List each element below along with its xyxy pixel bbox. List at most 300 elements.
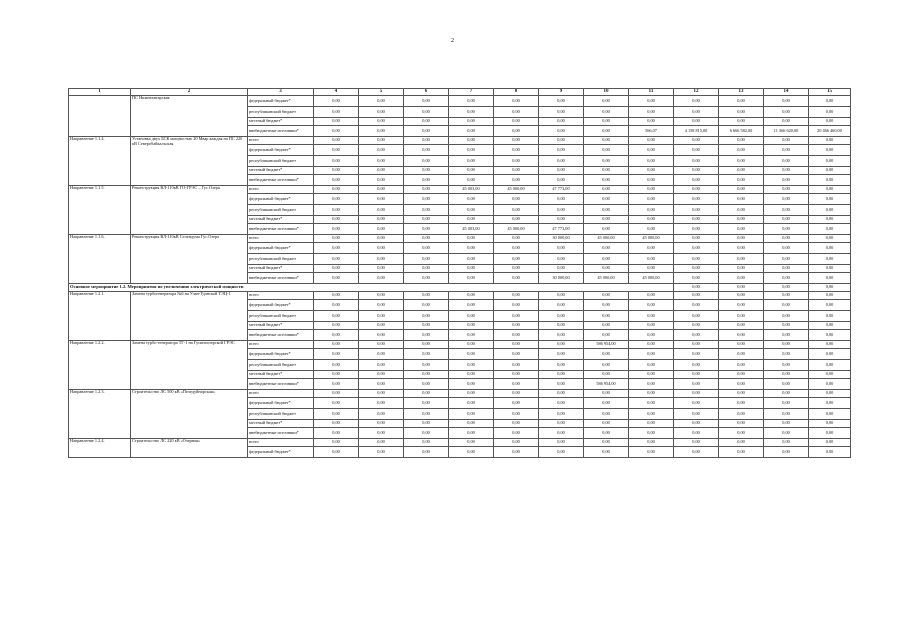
funding-source: местный бюджет* [248,167,314,175]
value-cell: 0,00 [719,360,764,371]
header-cell: 5 [359,89,404,96]
value-cell: 0,00 [449,398,494,409]
value-cell: 0,00 [494,137,539,145]
value-cell: 0,00 [764,360,809,371]
direction-code: Направление 1.1.4. [69,137,131,186]
value-cell: 0,00 [674,341,719,349]
funding-source: федеральный бюджет* [248,447,314,458]
value-cell: 0,00 [584,311,629,322]
value-cell: 0,00 [764,390,809,398]
funding-source: федеральный бюджет* [248,194,314,205]
value-cell: 0,00 [674,254,719,265]
value-cell: 0,00 [629,409,674,420]
value-cell: 45 000,00 [629,273,674,284]
value-cell: 0,00 [404,126,449,137]
value-cell: 0,00 [359,447,404,458]
value-cell: 0,00 [809,235,851,243]
value-cell: 0,00 [809,137,851,145]
value-cell: 0,00 [629,205,674,216]
value-cell: 0,00 [719,284,764,292]
value-cell: 0,00 [809,349,851,360]
value-cell: 0,00 [494,349,539,360]
value-cell: 45 000,00 [584,235,629,243]
value-cell: 0,00 [719,216,764,224]
value-cell: 0,00 [584,428,629,439]
value-cell: 0,00 [404,235,449,243]
value-cell: 0,00 [764,265,809,273]
direction-name: Замена турбогенератора №6 на Улан-Удэнской ТЭЦ-1 [131,292,248,341]
value-cell: 0,00 [494,341,539,349]
value-cell: 0,00 [584,145,629,156]
value-cell: 0,00 [719,224,764,235]
direction-name: ПС Нижнеангарская [131,96,248,137]
value-cell: 0,00 [404,349,449,360]
funding-source: республиканский бюджет [248,205,314,216]
funding-source: республиканский бюджет [248,107,314,118]
value-cell: 0,00 [674,235,719,243]
value-cell: 0,00 [314,107,359,118]
value-cell: 0,00 [314,300,359,311]
value-cell: 0,00 [314,243,359,254]
value-cell: 0,00 [404,428,449,439]
value-cell: 0,00 [584,322,629,330]
value-cell: 0,00 [449,265,494,273]
value-cell: 0,00 [359,371,404,379]
value-cell: 0,00 [494,439,539,447]
value-cell: 0,00 [629,390,674,398]
value-cell: 0,00 [809,284,851,292]
value-cell: 0,00 [629,167,674,175]
value-cell: 0,00 [764,137,809,145]
value-cell: 0,00 [494,118,539,126]
value-cell: 0,00 [674,349,719,360]
value-cell: 0,00 [404,216,449,224]
funding-source: федеральный бюджет* [248,145,314,156]
value-cell: 0,00 [359,96,404,107]
value-cell: 0,00 [314,447,359,458]
value-cell: 0,00 [314,235,359,243]
value-cell: 0,00 [584,167,629,175]
value-cell: 0,00 [809,371,851,379]
value-cell: 0,00 [809,439,851,447]
table-row [69,341,851,349]
value-cell: 0,00 [719,156,764,167]
value-cell: 0,00 [449,243,494,254]
value-cell: 0,00 [404,205,449,216]
value-cell: 586 954,00 [584,341,629,349]
value-cell: 0,00 [314,341,359,349]
value-cell: 45 003,00 [449,186,494,194]
value-cell: 0,00 [314,205,359,216]
value-cell: 0,00 [494,311,539,322]
value-cell: 0,00 [494,428,539,439]
value-cell: 0,00 [809,420,851,428]
value-cell: 0,00 [629,243,674,254]
value-cell: 0,00 [314,428,359,439]
header-cell: 3 [248,89,314,96]
funding-source: федеральный бюджет* [248,243,314,254]
header-cell: 9 [539,89,584,96]
direction-name: Замена турбо-генератора ТГ-1 на Гусиноозерской ГРЭС [131,341,248,390]
value-cell: 0,00 [674,398,719,409]
value-cell: 0,00 [359,360,404,371]
value-cell: 0,00 [539,409,584,420]
value-cell: 0,00 [539,349,584,360]
value-cell: 0,00 [404,254,449,265]
value-cell: 0,00 [314,349,359,360]
value-cell: 0,00 [719,330,764,341]
value-cell: 0,00 [449,360,494,371]
value-cell: 0,00 [359,194,404,205]
section-title: Основное мероприятие 1.2. Мероприятия по увеличению электрической мощности [69,284,674,292]
header-row [69,89,851,96]
direction-name: Строительство ЛС 500 кВ «Пеледуйнорская» [131,390,248,439]
value-cell: 0,00 [449,194,494,205]
value-cell: 0,00 [764,216,809,224]
value-cell: 0,00 [764,409,809,420]
table-row [69,390,851,398]
value-cell: 0,00 [494,205,539,216]
value-cell: 0,00 [764,322,809,330]
value-cell: 45 003,00 [449,224,494,235]
value-cell: 0,00 [359,107,404,118]
value-cell: 0,00 [764,107,809,118]
value-cell: 0,00 [629,145,674,156]
value-cell: 0,00 [629,216,674,224]
value-cell: 0,00 [494,420,539,428]
value-cell: 0,00 [764,243,809,254]
value-cell: 0,00 [449,341,494,349]
value-cell: 0,00 [314,175,359,186]
value-cell: 0,00 [449,126,494,137]
funding-source: всего [248,439,314,447]
value-cell: 0,00 [629,254,674,265]
value-cell: 0,00 [584,194,629,205]
value-cell: 0,00 [719,292,764,300]
value-cell: 0,00 [494,126,539,137]
direction-code [69,96,131,137]
value-cell: 0,00 [629,420,674,428]
value-cell: 47 773,00 [539,186,584,194]
value-cell: 0,00 [584,390,629,398]
value-cell: 0,00 [539,265,584,273]
value-cell: 0,00 [629,194,674,205]
value-cell: 0,00 [674,224,719,235]
value-cell: 0,00 [809,428,851,439]
value-cell: 0,00 [764,330,809,341]
value-cell: 0,00 [494,390,539,398]
header-cell: 6 [404,89,449,96]
funding-source: внебюджетные источники* [248,428,314,439]
value-cell: 0,00 [359,254,404,265]
value-cell: 0,00 [764,284,809,292]
value-cell: 0,00 [629,137,674,145]
value-cell: 0,00 [719,300,764,311]
value-cell: 0,00 [449,175,494,186]
value-cell: 0,00 [494,360,539,371]
value-cell: 0,00 [764,311,809,322]
value-cell: 0,00 [674,205,719,216]
value-cell: 0,00 [359,145,404,156]
value-cell: 0,00 [764,300,809,311]
value-cell: 0,00 [449,439,494,447]
value-cell: 0,00 [359,156,404,167]
value-cell: 0,00 [404,390,449,398]
value-cell: 0,00 [809,167,851,175]
value-cell: 0,00 [404,341,449,349]
value-cell: 0,00 [539,205,584,216]
funding-source: внебюджетные источники* [248,330,314,341]
value-cell: 0,00 [584,409,629,420]
direction-code: Направление 1.1.6. [69,235,131,284]
value-cell: 0,00 [719,322,764,330]
value-cell: 0,00 [629,379,674,390]
header-cell: 1 [69,89,131,96]
value-cell: 0,00 [404,194,449,205]
value-cell: 0,00 [359,167,404,175]
value-cell: 0,00 [764,145,809,156]
value-cell: 0,00 [809,330,851,341]
value-cell: 0,00 [494,145,539,156]
value-cell: 0,00 [494,398,539,409]
value-cell: 0,00 [404,447,449,458]
value-cell: 0,00 [719,265,764,273]
value-cell: 0,00 [359,235,404,243]
value-cell: 0,00 [584,107,629,118]
value-cell: 0,00 [809,322,851,330]
value-cell: 0,00 [539,447,584,458]
value-cell: 0,00 [764,235,809,243]
value-cell: 0,00 [809,145,851,156]
value-cell: 0,00 [809,205,851,216]
value-cell: 0,00 [404,243,449,254]
value-cell: 0,00 [809,311,851,322]
value-cell: 0,00 [539,360,584,371]
value-cell: 0,00 [719,428,764,439]
value-cell: 0,00 [494,107,539,118]
funding-source: внебюджетные источники* [248,126,314,137]
value-cell: 0,00 [404,322,449,330]
value-cell: 0,00 [719,439,764,447]
value-cell: 0,00 [314,167,359,175]
value-cell: 566,07 [629,126,674,137]
funding-source: всего [248,137,314,145]
value-cell: 0,00 [494,322,539,330]
value-cell: 4 158 815,00 [674,126,719,137]
value-cell: 0,00 [359,322,404,330]
value-cell: 0,00 [674,330,719,341]
value-cell: 0,00 [314,292,359,300]
value-cell: 11 366 620,00 [764,126,809,137]
funding-source: всего [248,186,314,194]
value-cell: 0,00 [584,349,629,360]
value-cell: 0,00 [494,243,539,254]
value-cell: 30 000,00 [539,273,584,284]
value-cell: 0,00 [809,118,851,126]
value-cell: 0,00 [359,118,404,126]
value-cell: 0,00 [314,439,359,447]
value-cell: 0,00 [674,360,719,371]
value-cell: 0,00 [494,447,539,458]
value-cell: 0,00 [404,371,449,379]
value-cell: 0,00 [404,300,449,311]
value-cell: 0,00 [449,409,494,420]
value-cell: 0,00 [314,137,359,145]
value-cell: 0,00 [764,194,809,205]
value-cell: 0,00 [764,186,809,194]
value-cell: 0,00 [764,96,809,107]
value-cell: 0,00 [764,379,809,390]
value-cell: 0,00 [584,137,629,145]
funding-source: всего [248,235,314,243]
value-cell: 0,00 [494,167,539,175]
value-cell: 47 773,00 [539,224,584,235]
value-cell: 0,00 [719,145,764,156]
value-cell: 0,00 [314,371,359,379]
value-cell: 0,00 [404,409,449,420]
header-cell: 2 [131,89,248,96]
value-cell: 0,00 [719,243,764,254]
value-cell: 0,00 [629,322,674,330]
direction-code: Направление 1.2.3. [69,390,131,439]
value-cell: 0,00 [359,224,404,235]
value-cell: 0,00 [359,390,404,398]
value-cell: 0,00 [764,398,809,409]
value-cell: 0,00 [539,398,584,409]
value-cell: 0,00 [404,186,449,194]
value-cell: 0,00 [449,300,494,311]
value-cell: 0,00 [404,167,449,175]
value-cell: 0,00 [674,284,719,292]
value-cell: 0,00 [719,349,764,360]
value-cell: 0,00 [629,107,674,118]
value-cell: 0,00 [719,235,764,243]
funding-source: федеральный бюджет* [248,300,314,311]
value-cell: 0,00 [359,137,404,145]
value-cell: 0,00 [584,371,629,379]
value-cell: 0,00 [674,409,719,420]
value-cell: 0,00 [539,371,584,379]
value-cell: 0,00 [674,300,719,311]
value-cell: 0,00 [494,292,539,300]
value-cell: 0,00 [719,194,764,205]
value-cell: 0,00 [674,265,719,273]
value-cell: 0,00 [674,273,719,284]
value-cell: 0,00 [449,390,494,398]
funding-source: внебюджетные источники* [248,175,314,186]
header-cell: 14 [764,89,809,96]
value-cell: 0,00 [494,156,539,167]
funding-source: федеральный бюджет* [248,349,314,360]
value-cell: 0,00 [674,175,719,186]
direction-code: Направление 1.2.1. [69,292,131,341]
value-cell: 0,00 [629,371,674,379]
value-cell: 0,00 [314,254,359,265]
value-cell: 0,00 [404,137,449,145]
value-cell: 0,00 [809,243,851,254]
value-cell: 0,00 [539,216,584,224]
table-row [69,439,851,447]
value-cell: 0,00 [629,349,674,360]
value-cell: 0,00 [629,311,674,322]
value-cell: 0,00 [494,379,539,390]
value-cell: 0,00 [449,205,494,216]
value-cell: 0,00 [674,186,719,194]
value-cell: 0,00 [629,224,674,235]
value-cell: 0,00 [494,330,539,341]
header-cell: 10 [584,89,629,96]
value-cell: 0,00 [404,379,449,390]
value-cell: 0,00 [359,428,404,439]
value-cell: 0,00 [404,156,449,167]
value-cell: 0,00 [809,409,851,420]
value-cell: 0,00 [584,439,629,447]
value-cell: 45 000,00 [494,224,539,235]
value-cell: 0,00 [539,118,584,126]
funding-source: местный бюджет* [248,265,314,273]
value-cell: 0,00 [539,156,584,167]
value-cell: 0,00 [719,205,764,216]
value-cell: 0,00 [719,398,764,409]
value-cell: 0,00 [449,145,494,156]
header-cell: 8 [494,89,539,96]
value-cell: 0,00 [719,96,764,107]
value-cell: 0,00 [584,330,629,341]
value-cell: 0,00 [674,439,719,447]
value-cell: 0,00 [674,243,719,254]
value-cell: 0,00 [719,311,764,322]
value-cell: 0,00 [539,126,584,137]
value-cell: 0,00 [764,349,809,360]
value-cell: 0,00 [314,379,359,390]
value-cell: 0,00 [674,118,719,126]
value-cell: 0,00 [809,107,851,118]
value-cell: 0,00 [539,96,584,107]
value-cell: 0,00 [359,126,404,137]
value-cell: 0,00 [449,137,494,145]
value-cell: 0,00 [764,371,809,379]
value-cell: 0,00 [314,409,359,420]
value-cell: 0,00 [764,254,809,265]
value-cell: 0,00 [314,330,359,341]
value-cell: 0,00 [494,194,539,205]
value-cell: 0,00 [404,439,449,447]
value-cell: 0,00 [674,137,719,145]
value-cell: 0,00 [314,265,359,273]
value-cell: 0,00 [584,292,629,300]
value-cell: 0,00 [449,156,494,167]
header-cell: 4 [314,89,359,96]
value-cell: 0,00 [719,273,764,284]
value-cell: 0,00 [809,379,851,390]
value-cell: 0,00 [584,156,629,167]
direction-name: Реконструкция ВЛ-110кВ Селендума Гус.Озера [131,235,248,284]
value-cell: 0,00 [314,186,359,194]
funding-source: республиканский бюджет [248,360,314,371]
value-cell: 0,00 [584,420,629,428]
value-cell: 0,00 [629,447,674,458]
funding-source: федеральный бюджет* [248,96,314,107]
value-cell: 0,00 [494,273,539,284]
value-cell: 0,00 [584,205,629,216]
value-cell: 0,00 [404,292,449,300]
value-cell: 0,00 [404,96,449,107]
value-cell: 0,00 [674,156,719,167]
funding-source: всего [248,390,314,398]
value-cell: 0,00 [314,420,359,428]
value-cell: 0,00 [674,371,719,379]
table-row [69,137,851,145]
